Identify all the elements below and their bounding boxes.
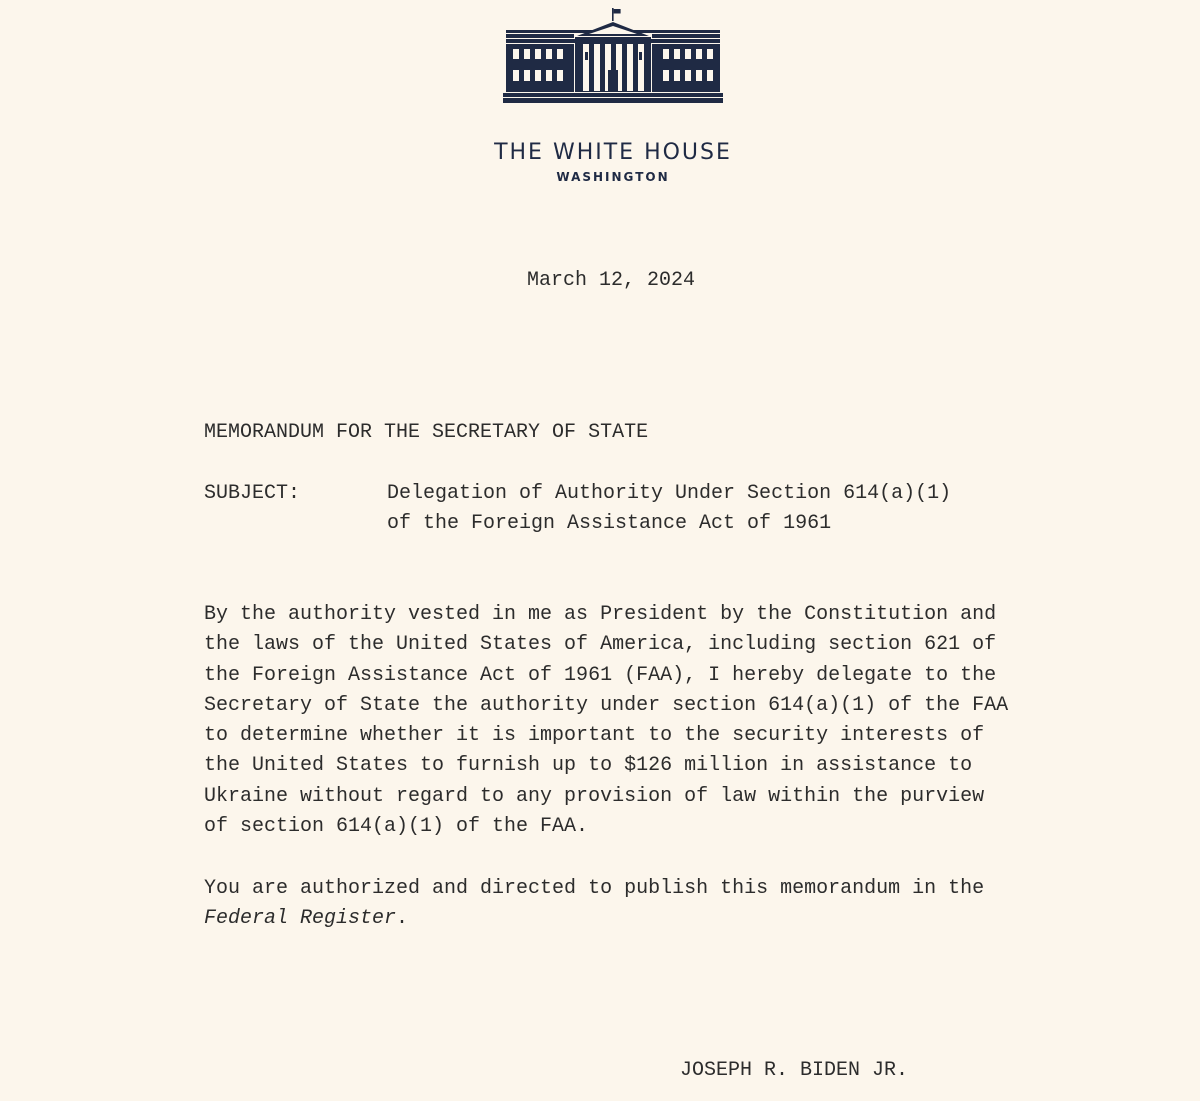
letterhead-subtitle: WASHINGTON	[556, 170, 670, 184]
body-line: the Foreign Assistance Act of 1961 (FAA), I hereby delegate to the	[204, 663, 997, 687]
memo-heading: MEMORANDUM FOR THE SECRETARY OF STATE	[204, 421, 649, 444]
federal-register-title: Federal Register	[204, 907, 397, 931]
closing-line: You are authorized and directed to publish this memorandum in the	[204, 877, 985, 900]
letterhead-title: THE WHITE HOUSE	[494, 140, 732, 165]
body-line: of section 614(a)(1) of the FAA.	[204, 815, 589, 839]
subject-label: SUBJECT:	[204, 482, 301, 505]
subject-line: Delegation of Authority Under Section 614(a)(1)	[387, 482, 952, 505]
body-line: the United States to furnish up to $126 million in assistance to	[204, 754, 973, 778]
body-line: By the authority vested in me as President by the Constitution and	[204, 603, 997, 626]
body-line: Secretary of State the authority under section 614(a)(1) of the FAA	[204, 693, 1009, 717]
closing-paragraph	[204, 874, 984, 935]
body-line: to determine whether it is important to the security interests of	[204, 724, 985, 748]
subject-text	[387, 479, 951, 540]
white-house-building-icon	[503, 8, 723, 104]
subject-line: of the Foreign Assistance Act of 1961	[387, 512, 832, 536]
closing-line	[204, 904, 984, 934]
letterhead	[0, 0, 1200, 200]
closing-period: .	[396, 907, 409, 931]
body-paragraph	[204, 600, 1008, 842]
body-line: Ukraine without regard to any provision of law within the purview	[204, 784, 985, 808]
memo-date: March 12, 2024	[527, 269, 696, 292]
signature-block: JOSEPH R. BIDEN JR.	[680, 1059, 909, 1082]
body-line: the laws of the United States of America, including section 621 of	[204, 633, 997, 657]
